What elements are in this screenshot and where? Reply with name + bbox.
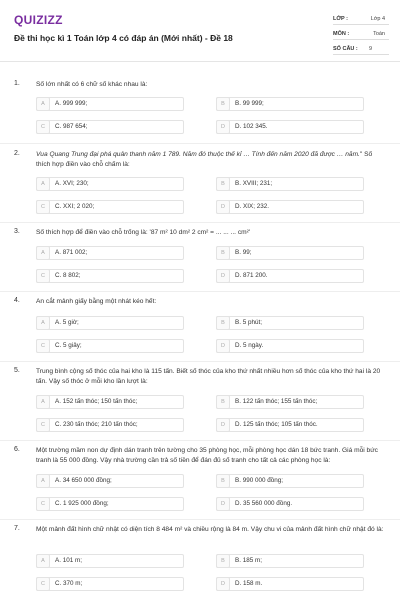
option-c[interactable] xyxy=(36,497,184,511)
meta-grade xyxy=(333,15,389,25)
option-label: C. 5 giây; xyxy=(55,342,82,349)
divider xyxy=(0,222,400,223)
option-c[interactable] xyxy=(36,269,184,283)
option-a[interactable] xyxy=(36,395,184,409)
option-d[interactable] xyxy=(216,418,364,432)
option-letter-badge: A xyxy=(36,177,50,191)
question-number: 1. xyxy=(14,80,20,87)
question-text: Số thích hợp để điền vào chỗ trống là: '87 m² 10 dm² 2 cm² = ... ... ... cm²' xyxy=(36,229,251,236)
option-b[interactable] xyxy=(216,177,364,191)
option-label: C. 987 654; xyxy=(55,123,88,130)
question-text-rest: " Số thích hợp điền vào chỗ chấm là: xyxy=(36,151,373,168)
option-letter-badge: D xyxy=(216,200,230,214)
option-label: B. 5 phút; xyxy=(235,319,262,326)
option-label: C. XXI; 2 020; xyxy=(55,203,95,210)
page-header xyxy=(0,0,400,62)
option-label: B. 99; xyxy=(235,249,252,256)
option-letter-badge: D xyxy=(216,339,230,353)
divider xyxy=(0,291,400,292)
meta-subject xyxy=(333,30,389,40)
divider xyxy=(0,440,400,441)
option-letter-badge: A xyxy=(36,554,50,568)
option-b[interactable] xyxy=(216,97,364,111)
page-title: Đề thi học kì 1 Toán lớp 4 có đáp án (Mới nhất) - Đề 18 xyxy=(14,33,233,43)
option-label: D. 5 ngày. xyxy=(235,342,264,349)
option-b[interactable] xyxy=(216,395,364,409)
option-label: A. 5 giờ; xyxy=(55,319,79,326)
option-letter-badge: D xyxy=(216,269,230,283)
option-label: B. 990 000 đồng; xyxy=(235,477,283,484)
option-label: A. 34 650 000 đồng; xyxy=(55,477,112,484)
option-c[interactable] xyxy=(36,120,184,134)
meta-grade-label: LỚP : xyxy=(333,16,348,22)
option-letter-badge: D xyxy=(216,120,230,134)
question-number: 4. xyxy=(14,297,20,304)
option-letter-badge: A xyxy=(36,246,50,260)
divider xyxy=(0,519,400,520)
option-letter-badge: B xyxy=(216,316,230,330)
option-c[interactable] xyxy=(36,577,184,591)
option-a[interactable] xyxy=(36,554,184,568)
question-text: Một mảnh đất hình chữ nhật có diện tích 8 484 m² và chiều rộng là 84 m. Vậy chu vi của mảnh đất hình chữ nhật đó là: xyxy=(36,526,384,533)
option-b[interactable] xyxy=(216,474,364,488)
option-letter-badge: C xyxy=(36,497,50,511)
option-d[interactable] xyxy=(216,577,364,591)
option-b[interactable] xyxy=(216,316,364,330)
divider xyxy=(0,361,400,362)
option-a[interactable] xyxy=(36,177,184,191)
option-label: D. 35 560 000 đồng. xyxy=(235,500,293,507)
option-letter-badge: C xyxy=(36,269,50,283)
option-letter-badge: C xyxy=(36,577,50,591)
option-d[interactable] xyxy=(216,339,364,353)
option-label: C. 1 925 000 đồng; xyxy=(55,500,109,507)
option-label: A. 871 002; xyxy=(55,249,88,256)
option-letter-badge: C xyxy=(36,120,50,134)
option-label: A. 101 m; xyxy=(55,557,82,564)
option-letter-badge: D xyxy=(216,497,230,511)
question-number: 7. xyxy=(14,525,20,532)
option-a[interactable] xyxy=(36,474,184,488)
option-label: C. 8 802; xyxy=(55,272,81,279)
question-text: Một trường mầm non dự định dán tranh trên tường cho 35 phòng học, mỗi phòng học dán 18 bức tranh. Giá mỗi bức tranh là 55 000 đồng. Vậy nhà trường cần trả số tiền để đán đủ số tranh cho tất cả các phòng học là: xyxy=(36,447,378,464)
option-label: D. 102 345. xyxy=(235,123,268,130)
option-letter-badge: B xyxy=(216,97,230,111)
option-letter-badge: D xyxy=(216,418,230,432)
option-a[interactable] xyxy=(36,316,184,330)
meta-subject-label: MÔN : xyxy=(333,31,350,37)
option-letter-badge: A xyxy=(36,395,50,409)
option-b[interactable] xyxy=(216,246,364,260)
divider xyxy=(0,143,400,144)
option-b[interactable] xyxy=(216,554,364,568)
quizizz-logo: QUIZIZZ xyxy=(14,13,63,27)
option-c[interactable] xyxy=(36,418,184,432)
option-d[interactable] xyxy=(216,269,364,283)
option-letter-badge: B xyxy=(216,395,230,409)
meta-grade-value: Lớp 4 xyxy=(370,16,385,22)
question-number: 2. xyxy=(14,150,20,157)
option-c[interactable] xyxy=(36,200,184,214)
option-letter-badge: B xyxy=(216,554,230,568)
option-label: D. 125 tấn thóc; 105 tấn thóc. xyxy=(235,421,318,428)
meta-subject-value: Toán xyxy=(373,31,385,37)
option-label: B. XVIII; 231; xyxy=(235,180,273,187)
question-text: Trung bình cộng số thóc của hai kho là 115 tấn. Biết số thóc của kho thứ nhất nhiều hơn số thóc của kho thứ hai là 20 tấn. Vậy số thóc ở mỗi kho lần lượt là: xyxy=(36,368,381,385)
option-d[interactable] xyxy=(216,200,364,214)
option-c[interactable] xyxy=(36,339,184,353)
question-text: An cắt mảnh giấy bằng một nhát kéo hết: xyxy=(36,298,157,305)
option-d[interactable] xyxy=(216,497,364,511)
option-label: D. XIX; 232. xyxy=(235,203,269,210)
option-label: A. XVI; 230; xyxy=(55,180,89,187)
option-letter-badge: A xyxy=(36,316,50,330)
meta-count-value: 9 xyxy=(369,46,373,52)
option-label: A. 999 999; xyxy=(55,100,88,107)
option-label: B. 99 999; xyxy=(235,100,264,107)
option-letter-badge: B xyxy=(216,177,230,191)
question-text xyxy=(36,150,386,169)
question-number: 3. xyxy=(14,228,20,235)
question-number: 6. xyxy=(14,446,20,453)
option-letter-badge: A xyxy=(36,474,50,488)
option-letter-badge: C xyxy=(36,339,50,353)
option-label: D. 871 200. xyxy=(235,272,268,279)
option-label: C. 370 m; xyxy=(55,580,83,587)
option-label: A. 152 tấn thóc; 150 tấn thóc; xyxy=(55,398,138,405)
option-label: B. 185 m; xyxy=(235,557,262,564)
option-a[interactable] xyxy=(36,246,184,260)
option-letter-badge: C xyxy=(36,418,50,432)
option-label: D. 158 m. xyxy=(235,580,263,587)
question-number: 5. xyxy=(14,367,20,374)
meta-count xyxy=(333,45,389,55)
question-text-italic: Vua Quang Trung đại phá quân thanh năm 1 789. Năm đó thuộc thế kỉ … Tính đến năm 2020 đã được … năm. xyxy=(36,151,360,158)
option-letter-badge: B xyxy=(216,474,230,488)
option-label: C. 230 tấn thóc; 210 tấn thóc; xyxy=(55,421,138,428)
option-label: B. 122 tấn thóc; 155 tấn thóc; xyxy=(235,398,318,405)
meta-count-label: SỐ CÂU : xyxy=(333,46,358,52)
option-a[interactable] xyxy=(36,97,184,111)
option-letter-badge: C xyxy=(36,200,50,214)
option-letter-badge: B xyxy=(216,246,230,260)
option-letter-badge: D xyxy=(216,577,230,591)
option-d[interactable] xyxy=(216,120,364,134)
question-text: Số lớn nhất có 6 chữ số khác nhau là: xyxy=(36,81,148,88)
option-letter-badge: A xyxy=(36,97,50,111)
